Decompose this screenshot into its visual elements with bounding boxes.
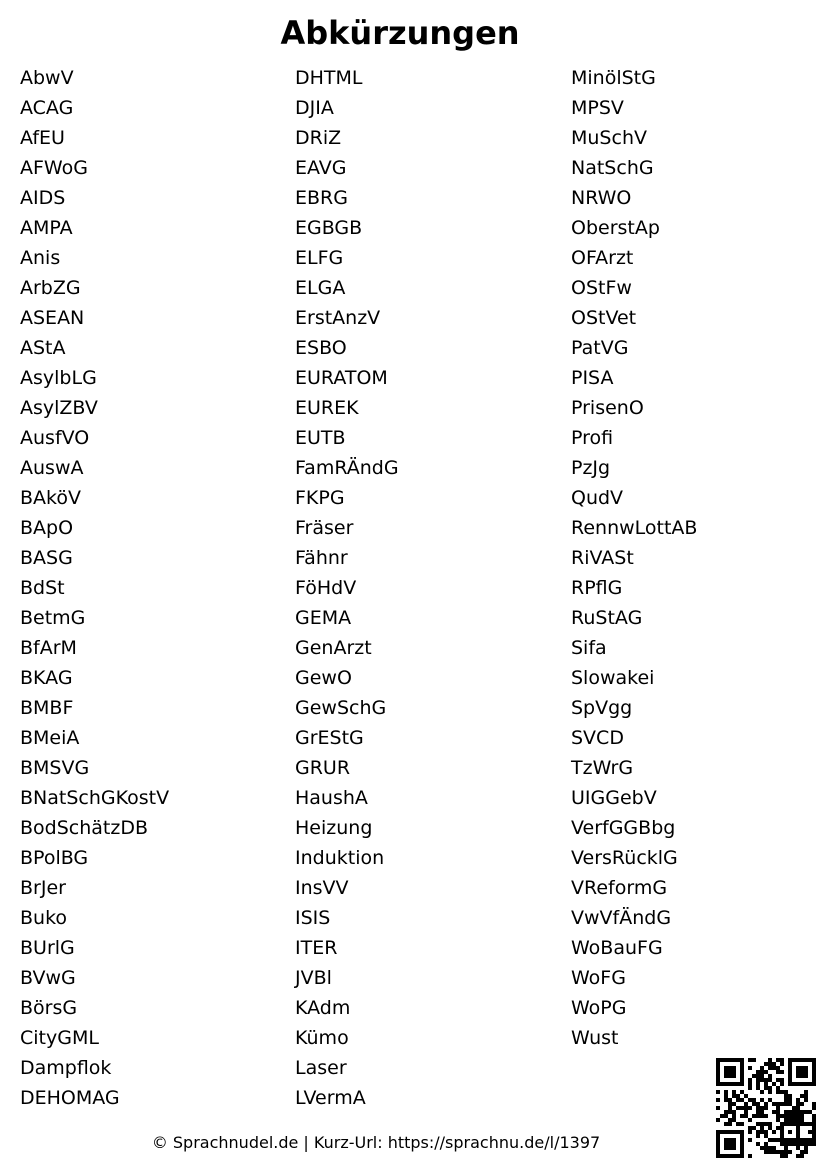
abbreviation-item: BMSVG: [20, 757, 90, 779]
abbreviation-item: Fräser: [295, 517, 354, 539]
abbreviation-item: AuswA: [20, 457, 84, 479]
abbreviation-item: BNatSchGKostV: [20, 787, 170, 809]
qr-code-icon: [716, 1058, 816, 1158]
abbreviation-item: EUTB: [295, 427, 346, 449]
abbreviation-item: OberstAp: [571, 217, 660, 239]
abbreviation-item: Buko: [20, 907, 68, 929]
abbreviation-item: MinölStG: [571, 67, 656, 89]
abbreviation-item: AfEU: [20, 127, 65, 149]
abbreviation-item: PzJg: [571, 457, 611, 479]
abbreviation-item: AIDS: [20, 187, 66, 209]
abbreviation-item: MPSV: [571, 97, 624, 119]
abbreviation-item: Heizung: [295, 817, 373, 839]
abbreviation-column-1: [20, 63, 169, 1113]
abbreviation-item: EBRG: [295, 187, 348, 209]
abbreviation-item: LVermA: [295, 1087, 366, 1109]
abbreviation-item: PISA: [571, 367, 614, 389]
abbreviation-item: Wust: [571, 1027, 619, 1049]
abbreviation-item: BAköV: [20, 487, 81, 509]
abbreviation-item: ErstAnzV: [295, 307, 381, 329]
abbreviation-item: BKAG: [20, 667, 73, 689]
abbreviation-item: RiVASt: [571, 547, 634, 569]
abbreviation-item: DHTML: [295, 67, 363, 89]
abbreviation-item: ELGA: [295, 277, 346, 299]
abbreviation-item: RennwLottAB: [571, 517, 698, 539]
abbreviation-item: VersRücklG: [571, 847, 678, 869]
abbreviation-item: DJIA: [295, 97, 334, 119]
page-title: Abkürzungen: [280, 14, 520, 52]
abbreviation-item: BörsG: [20, 997, 78, 1019]
abbreviation-item: SpVgg: [571, 697, 633, 719]
abbreviation-item: ISIS: [295, 907, 331, 929]
abbreviation-item: BMBF: [20, 697, 74, 719]
abbreviation-item: Profi: [571, 427, 614, 449]
abbreviation-item: Induktion: [295, 847, 385, 869]
abbreviation-item: FamRÄndG: [295, 457, 399, 479]
abbreviation-item: AFWoG: [20, 157, 88, 179]
footer-copyright: © Sprachnudel.de | Kurz-Url: https://sprachnu.de/l/1397: [151, 1133, 601, 1152]
abbreviation-item: DRiZ: [295, 127, 342, 149]
abbreviation-item: MuSchV: [571, 127, 647, 149]
abbreviation-item: BASG: [20, 547, 73, 569]
abbreviation-item: BPolBG: [20, 847, 89, 869]
abbreviation-item: GRUR: [295, 757, 351, 779]
abbreviation-item: Slowakei: [571, 667, 655, 689]
abbreviation-item: BdSt: [20, 577, 65, 599]
abbreviation-item: EUREK: [295, 397, 359, 419]
abbreviation-item: BrJer: [20, 877, 66, 899]
abbreviation-item: UIGGebV: [571, 787, 657, 809]
abbreviation-item: FöHdV: [295, 577, 357, 599]
abbreviation-item: GEMA: [295, 607, 352, 629]
abbreviation-item: EURATOM: [295, 367, 388, 389]
abbreviation-item: AbwV: [20, 67, 74, 89]
abbreviation-item: GrEStG: [295, 727, 364, 749]
abbreviation-item: AMPA: [20, 217, 73, 239]
abbreviation-item: BodSchätzDB: [20, 817, 148, 839]
abbreviation-item: ELFG: [295, 247, 344, 269]
abbreviation-column-2: [295, 63, 399, 1113]
abbreviation-item: PrisenO: [571, 397, 644, 419]
abbreviation-item: BApO: [20, 517, 74, 539]
abbreviation-item: JVBl: [295, 967, 332, 989]
abbreviation-item: Sifa: [571, 637, 607, 659]
abbreviation-item: AsylbLG: [20, 367, 97, 389]
abbreviation-item: Laser: [295, 1057, 347, 1079]
abbreviation-item: EGBGB: [295, 217, 363, 239]
abbreviation-item: SVCD: [571, 727, 624, 749]
abbreviation-item: OStFw: [571, 277, 632, 299]
abbreviation-item: HaushA: [295, 787, 368, 809]
abbreviation-item: EAVG: [295, 157, 347, 179]
abbreviation-item: WoPG: [571, 997, 627, 1019]
abbreviation-item: AsylZBV: [20, 397, 98, 419]
abbreviation-item: ITER: [295, 937, 338, 959]
abbreviation-item: OFArzt: [571, 247, 634, 269]
abbreviation-item: WoFG: [571, 967, 626, 989]
abbreviation-column-3: [571, 63, 697, 1053]
abbreviation-item: AusfVO: [20, 427, 90, 449]
abbreviation-item: KAdm: [295, 997, 351, 1019]
abbreviation-item: GewO: [295, 667, 352, 689]
abbreviation-item: VerfGGBbg: [571, 817, 676, 839]
abbreviation-item: DEHOMAG: [20, 1087, 120, 1109]
abbreviation-item: GewSchG: [295, 697, 387, 719]
abbreviation-item: TzWrG: [571, 757, 634, 779]
abbreviation-item: Kümo: [295, 1027, 349, 1049]
abbreviation-item: ArbZG: [20, 277, 81, 299]
abbreviation-item: QudV: [571, 487, 624, 509]
abbreviation-item: GenArzt: [295, 637, 372, 659]
abbreviation-item: WoBauFG: [571, 937, 663, 959]
abbreviation-item: InsVV: [295, 877, 349, 899]
abbreviation-item: NatSchG: [571, 157, 654, 179]
abbreviation-item: BVwG: [20, 967, 76, 989]
abbreviation-item: ASEAN: [20, 307, 85, 329]
abbreviation-item: OStVet: [571, 307, 637, 329]
abbreviation-item: VwVfÄndG: [571, 907, 672, 929]
abbreviation-item: Dampflok: [20, 1057, 112, 1079]
abbreviation-item: RPflG: [571, 577, 623, 599]
abbreviation-item: CityGML: [20, 1027, 99, 1049]
abbreviation-item: RuStAG: [571, 607, 643, 629]
abbreviation-item: BUrlG: [20, 937, 75, 959]
abbreviation-item: AStA: [20, 337, 66, 359]
abbreviation-item: BMeiA: [20, 727, 80, 749]
abbreviation-item: NRWO: [571, 187, 632, 209]
abbreviation-item: Anis: [20, 247, 61, 269]
abbreviation-item: BetmG: [20, 607, 86, 629]
abbreviation-item: ESBO: [295, 337, 347, 359]
abbreviation-item: BfArM: [20, 637, 77, 659]
abbreviation-item: ACAG: [20, 97, 74, 119]
abbreviation-item: PatVG: [571, 337, 629, 359]
abbreviation-item: FKPG: [295, 487, 345, 509]
abbreviation-item: VReformG: [571, 877, 668, 899]
abbreviation-item: Fähnr: [295, 547, 348, 569]
